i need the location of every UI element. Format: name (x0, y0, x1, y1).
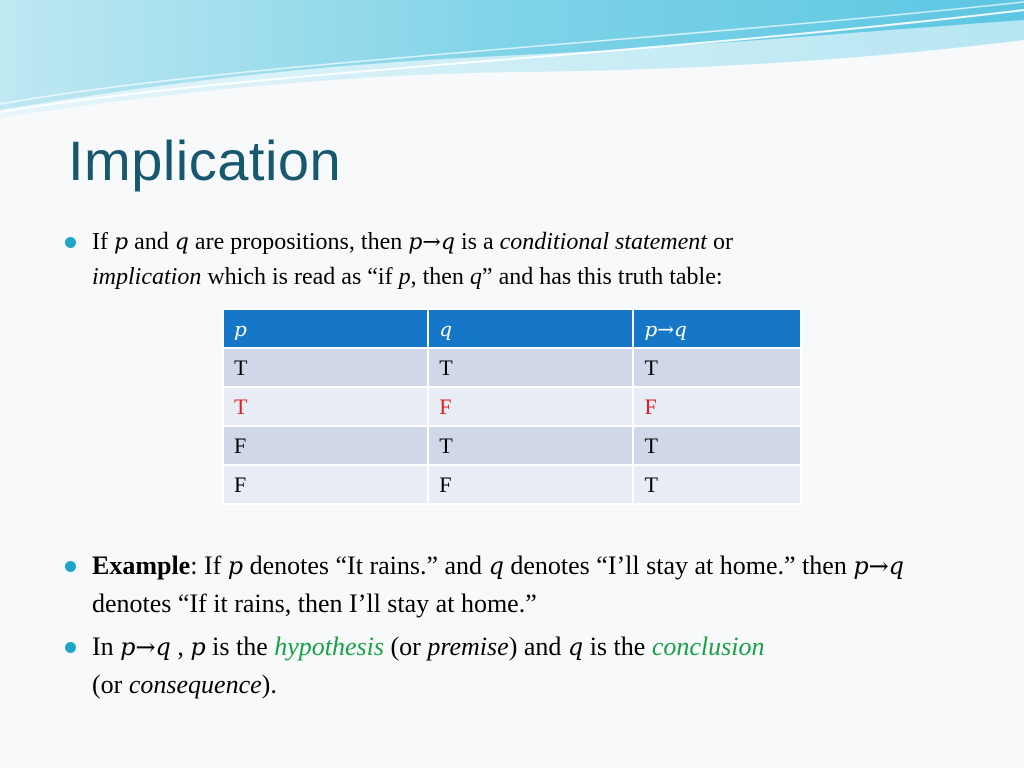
header-wave-decoration (0, 0, 1024, 130)
header-p-implies-q: p→q (633, 309, 801, 348)
cell: T (633, 465, 801, 504)
bullet-definition: If p and q are propositions, then p→q is a conditional statement or implication which is read as “if p, then q” and has this truth table: (92, 225, 972, 294)
truth-table (222, 308, 802, 505)
cell: T (223, 387, 428, 426)
cell: T (633, 348, 801, 387)
term-conclusion: conclusion (651, 632, 765, 661)
cell: T (223, 348, 428, 387)
truth-table-header (223, 309, 801, 348)
table-row-highlighted (223, 387, 801, 426)
table-row (223, 426, 801, 465)
bullet-terminology: In p→q , p is the hypothesis (or premise) and q is the conclusion (or consequence). (92, 628, 982, 704)
term-hypothesis: hypothesis (274, 632, 384, 661)
table-row (223, 465, 801, 504)
cell: T (633, 426, 801, 465)
header-q: q (428, 309, 633, 348)
cell: F (428, 465, 633, 504)
cell: F (633, 387, 801, 426)
cell: F (223, 426, 428, 465)
header-p: p (223, 309, 428, 348)
cell: T (428, 426, 633, 465)
cell: F (223, 465, 428, 504)
page-title: Implication (68, 129, 342, 192)
cell: F (428, 387, 633, 426)
cell: T (428, 348, 633, 387)
table-row (223, 348, 801, 387)
bullet-example: Example: If p denotes “It rains.” and q denotes “I’ll stay at home.” then p→q denotes “If it rains, then I’ll stay at home.” (92, 547, 972, 623)
